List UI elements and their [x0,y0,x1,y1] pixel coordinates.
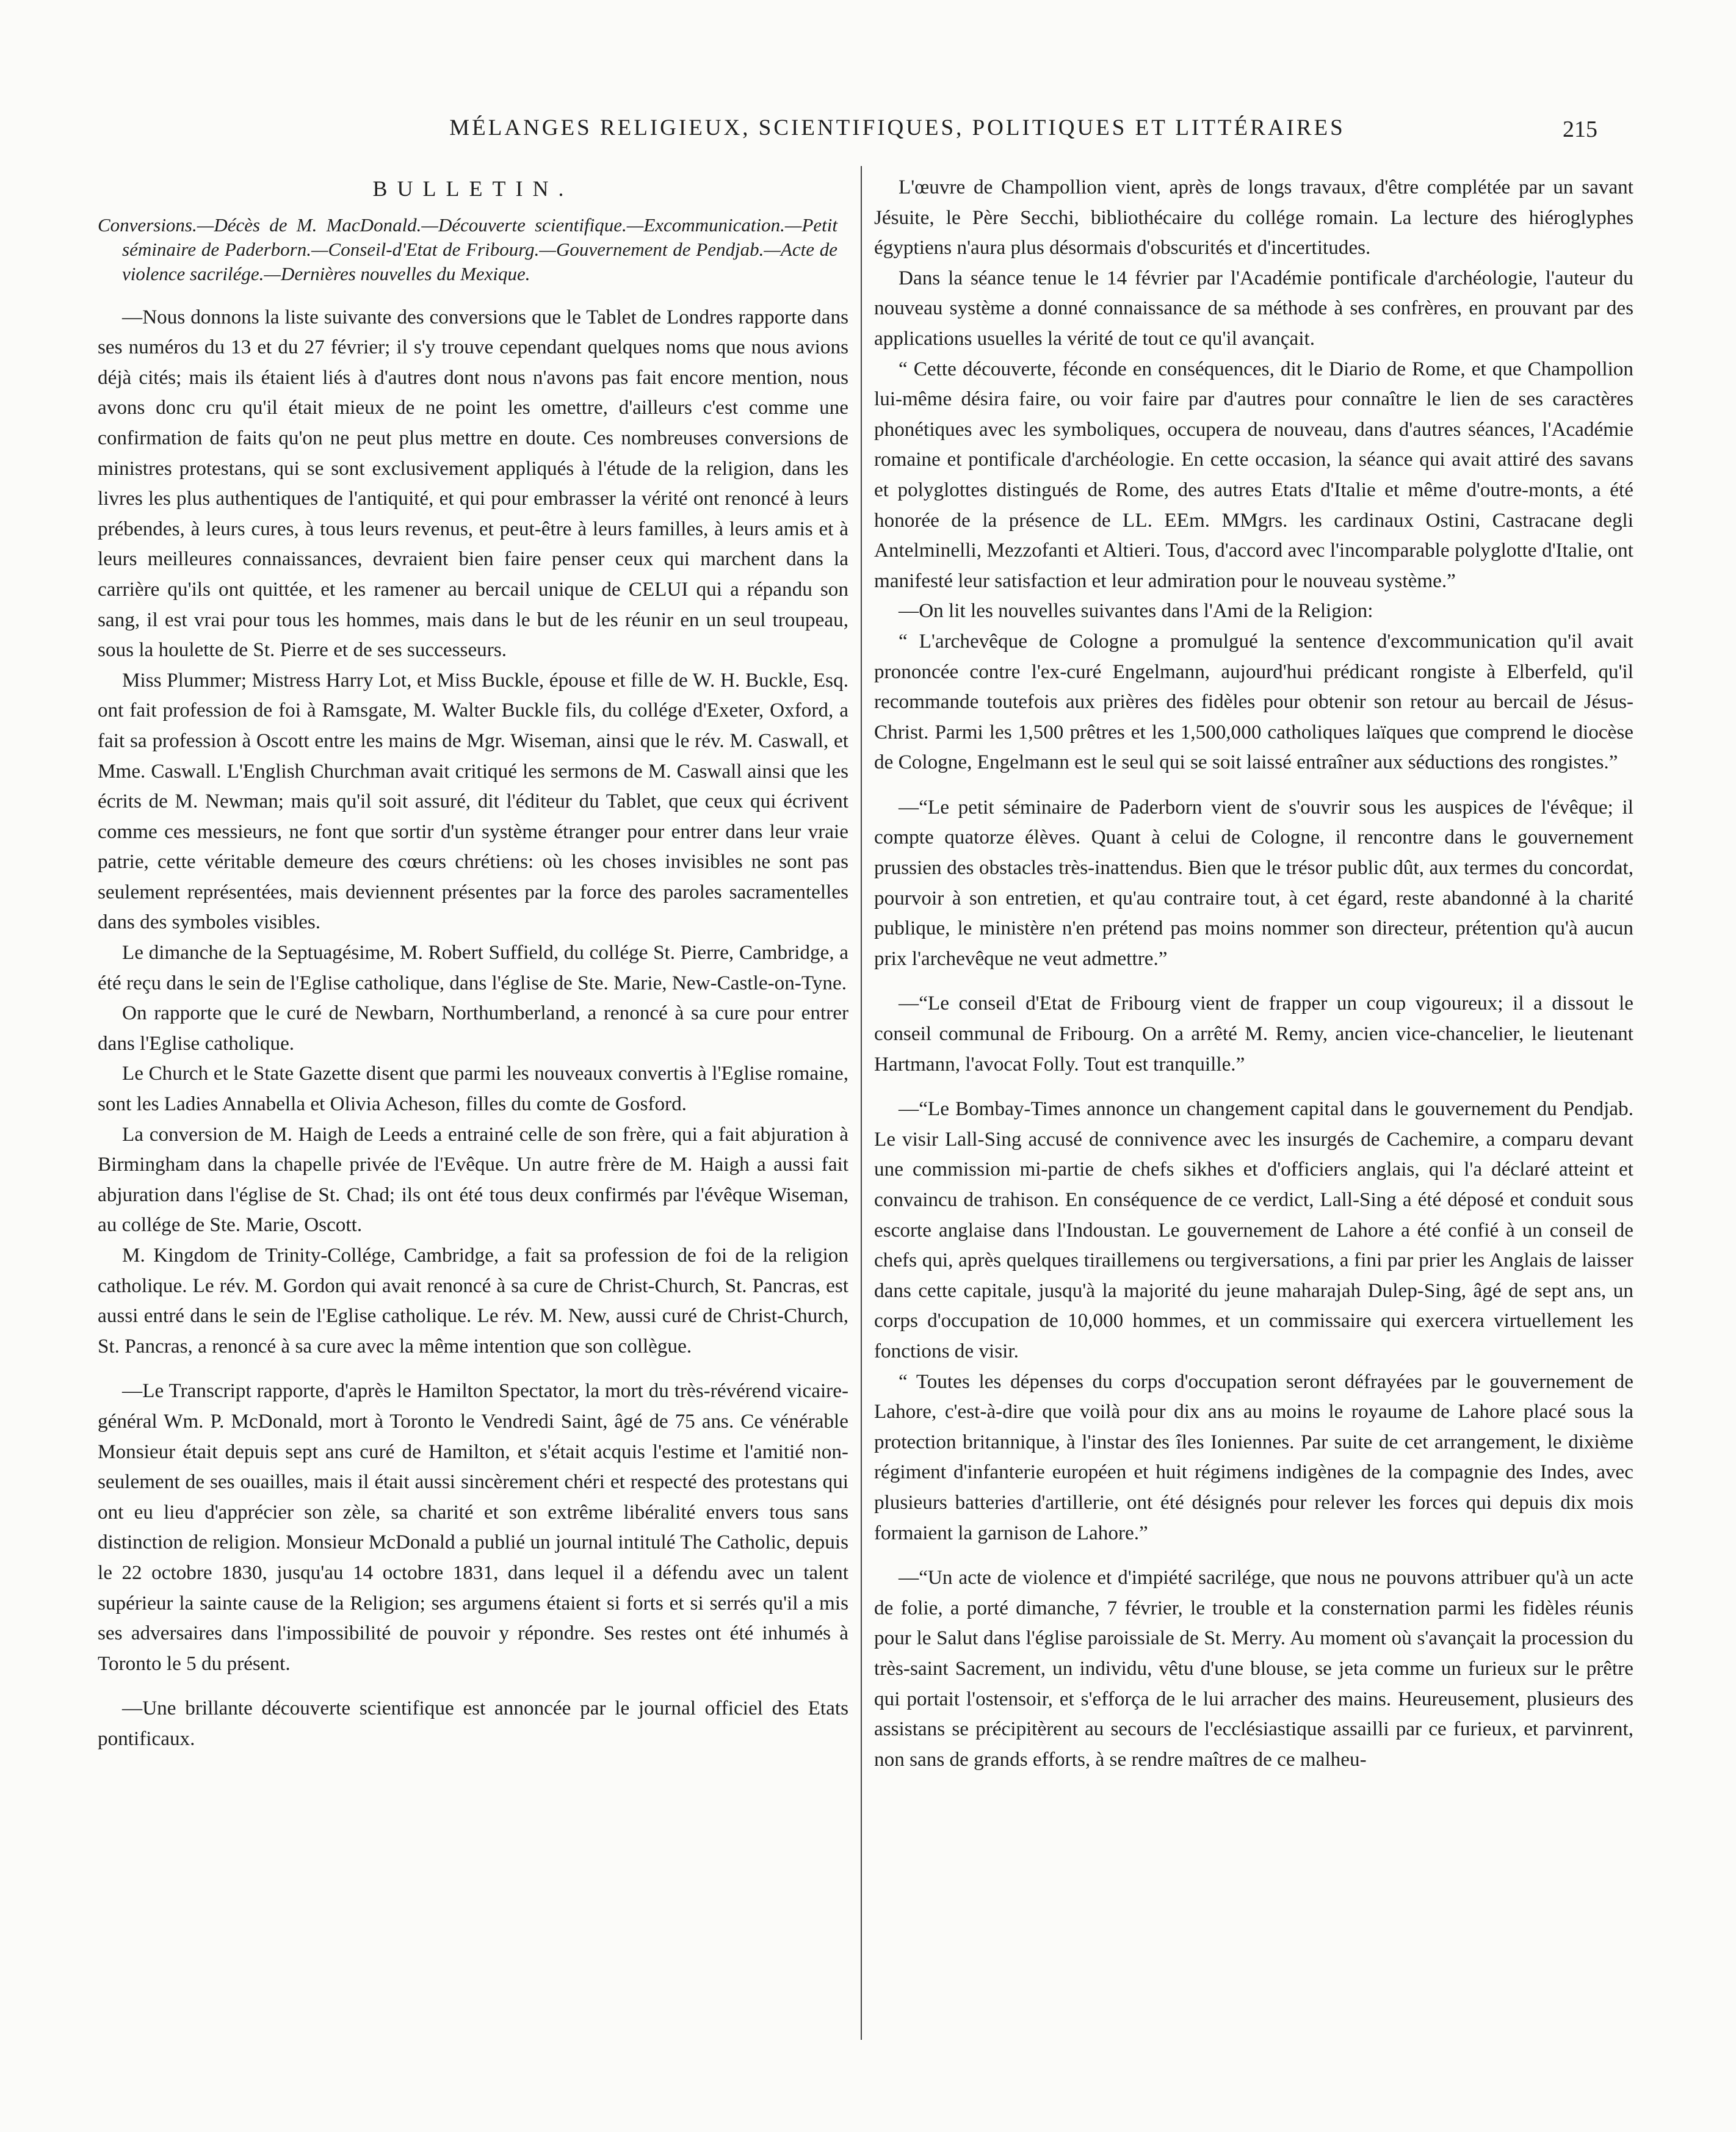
article-paragraph: Le dimanche de la Septuagésime, M. Robert Suffield, du collége St. Pierre, Cambridge, a été reçu dans le sein de l'Eglise catholique, dans l'église de Ste. Marie, New-Castle-on-Tyne. [98,941,848,994]
article-paragraph: —“Un acte de violence et d'impiété sacrilége, que nous ne pouvons attribuer qu'à un acte de folie, a porté dimanche, 7 février, le trouble et la consternation parmi les fidèles réunis pour le Salut dans l'église paroissiale de St. Merry. Au moment où s'avançait la procession du très-saint Sacrement, un individu, vêtu d'une blouse, se jeta comme un furieux sur le prêtre qui portait l'ostensoir, et s'efforça de le lui arracher des mains. Heureusement, plusieurs des assistans se précipitèrent au secours de l'ecclésiastique assailli par ce furieux, et parvinrent, non sans de grands efforts, à se rendre maîtres de ce malheu- [874,1566,1633,1771]
right-column [874,172,1633,1774]
article-paragraph: —“Le conseil d'Etat de Fribourg vient de frapper un coup vigoureux; il a dissout le conseil communal de Fribourg. On a arrêté M. Remy, ancien vice-chancelier, le lieutenant Hartmann, l'avocat Folly. Tout est tranquille.” [874,992,1633,1075]
column-divider [861,166,862,2040]
running-title: MÉLANGES RELIGIEUX, SCIENTIFIQUES, POLITIQUES ET LITTÉRAIRES [449,115,1345,140]
article-paragraph: On rapporte que le curé de Newbarn, Northumberland, a renoncé à sa cure pour entrer dans l'Eglise catholique. [98,1002,848,1055]
article-paragraph: —Le Transcript rapporte, d'après le Hamilton Spectator, la mort du très-révérend vicaire-général Wm. P. McDonald, mort à Toronto le Vendredi Saint, âgé de 75 ans. Ce vénérable Monsieur était depuis sept ans curé de Hamilton, et s'était acquis l'estime et l'amitié non-seulement de ses ouailles, mais il était aussi sincèrement chéri et respecté des protestans qui ont eu lieu d'apprécier son zèle, sa charité et son extrême libéralité envers tous sans distinction de religion. Monsieur McDonald a publié un journal intitulé The Catholic, depuis le 22 octobre 1830, jusqu'au 14 octobre 1831, dans lequel il a défendu avec un talent supérieur la sainte cause de la Religion; ses argumens étaient si forts et si serrés qu'il a mis ses adversaires dans l'impossibilité de pouvoir y répondre. Ses restes ont été inhumés à Toronto le 5 du présent. [98,1379,848,1675]
bulletin-title: BULLETIN. [372,176,574,201]
article-paragraph: L'œuvre de Champollion vient, après de longs travaux, d'être complétée par un savant Jésuite, le Père Secchi, bibliothécaire du collége romain. La lecture des hiéroglyphes égyptiens n'aura plus désormais d'obscurités et d'incertitudes. [874,176,1633,259]
article-paragraph: —Une brillante découverte scientifique est annoncée par le journal officiel des Etats pontificaux. [98,1697,848,1750]
article-paragraph: “ Toutes les dépenses du corps d'occupation seront défrayées par le gouvernement de Lahore, c'est-à-dire que voilà pour dix ans au moins le royaume de Lahore placé sous la protection britannique, à l'instar des îles Ioniennes. Par suite de cet arrangement, le dixième régiment d'infanterie européen et huit régimens indigènes de la compagnie des Indes, avec plusieurs batteries d'artillerie, ont été désignés pour relever les forces qui depuis dix mois formaient la garnison de Lahore.” [874,1370,1633,1544]
article-paragraph: La conversion de M. Haigh de Leeds a entrainé celle de son frère, qui a fait abjuration à Birmingham dans la chapelle privée de l'Evêque. Un autre frère de M. Haigh a aussi fait abjuration dans l'église de St. Chad; ils ont été tous deux confirmés par l'évêque Wiseman, au collége de Ste. Marie, Oscott. [98,1122,848,1237]
left-column [98,174,848,1754]
article-paragraph: Miss Plummer; Mistress Harry Lot, et Miss Buckle, épouse et fille de W. H. Buckle, Esq. ont fait profession de foi à Ramsgate, M. Walter Buckle fils, du collége d'Exeter, Oxford, a fait sa profession à Oscott entre les mains de Mgr. Wiseman, ainsi que le rév. M. Caswall, et Mme. Caswall. L'English Churchman avait critiqué les sermons de M. Caswall ainsi que les écrits de M. Newman; mais qu'il soit assuré, dit l'éditeur du Tablet, que ceux qui écrivent comme ces messieurs, ne font que sortir d'un système étranger pour entrer dans leur vraie patrie, cette véritable demeure des cœurs chrétiens: où les choses invisibles ne sont pas seulement représentées, mais deviennent présentes par la force des paroles sacramentelles dans des symboles visibles. [98,668,848,934]
article-paragraph: Le Church et le State Gazette disent que parmi les nouveaux convertis à l'Eglise romaine, sont les Ladies Annabella et Olivia Acheson, filles du comte de Gosford. [98,1062,848,1116]
article-paragraph: Dans la séance tenue le 14 février par l'Académie pontificale d'archéologie, l'auteur du nouveau système a donné connaissance de sa méthode à ses confrères, en prouvant par des applications usuelles la vérité de tout ce qu'il avançait. [874,266,1633,350]
article-paragraph: —On lit les nouvelles suivantes dans l'Ami de la Religion: [899,599,1373,623]
page-number: 215 [1563,117,1597,142]
bulletin-summary: Conversions.—Décès de M. MacDonald.—Découverte scientifique.—Excommunication.—Petit séminaire de Paderborn.—Conseil-d'Etat de Fribourg.—Gouvernement de Pendjab.—Acte de violence sacrilége.—Dernières nouvelles du Mexique. [98,214,837,284]
article-paragraph: —“Le Bombay-Times annonce un changement capital dans le gouvernement du Pendjab. Le visir Lall-Sing accusé de connivence avec les insurgés de Cachemire, a comparu devant une commission mi-partie de chefs sikhes et d'officiers anglais, qui l'a déclaré atteint et convaincu de trahison. En conséquence de ce verdict, Lall-Sing a été déposé et conduit sous escorte anglaise dans l'Indoustan. Le gouvernement de Lahore a été confié à un conseil de chefs qui, après quelques tiraillemens ou tergiversations, a fini par prier les Anglais de laisser dans cette capitale, jusqu'à la majorité du jeune maharajah Dulep-Sing, âgé de sept ans, un corps d'occupation de 10,000 hommes, et un commissaire qui exercera virtuellement les fonctions de visir. [874,1097,1633,1362]
article-paragraph: —“Le petit séminaire de Paderborn vient de s'ouvrir sous les auspices de l'évêque; il compte quatorze élèves. Quant à celui de Cologne, il rencontre dans le gouvernement prussien des obstacles très-inattendus. Bien que le trésor public dût, aux termes du concordat, pourvoir à son entretien, et qu'au contraire tout, à cet égard, reste abandonné à la charité publique, le ministère n'en prétend pas moins nommer son directeur, prétention qu'à aucun prix l'archevêque ne veut admettre.” [874,795,1633,970]
article-paragraph: M. Kingdom de Trinity-Collége, Cambridge, a fait sa profession de foi de la religion catholique. Le rév. M. Gordon qui avait renoncé à sa cure de Christ-Church, St. Pancras, est aussi entré dans le sein de l'Eglise catholique. Le rév. M. New, aussi curé de Christ-Church, St. Pancras, a renoncé à sa cure avec la même intention que son collègue. [98,1244,848,1357]
article-paragraph: “ L'archevêque de Cologne a promulgué la sentence d'excommunication qu'il avait prononcée contre l'ex-curé Engelmann, aujourd'hui prédicant rongiste à Elberfeld, qu'il recommande toutefois aux prières des fidèles pour obtenir son retour au bercail de Jésus-Christ. Parmi les 1,500 prêtres et les 1,500,000 catholiques laïques que comprend le diocèse de Cologne, Engelmann est le seul qui se soit laissé entraîner aux séductions des rongistes.” [874,629,1633,774]
article-paragraph: —Nous donnons la liste suivante des conversions que le Tablet de Londres rapporte dans ses numéros du 13 et du 27 février; il s'y trouve cependant quelques noms que nous avions déjà cités; mais ils étaient liés à d'autres dont nous n'avons pas fait encore mention, nous avons donc cru qu'il était mieux de ne point les omettre, d'ailleurs c'est comme une confirmation de faits qu'on ne peut plus mettre en doute. Ces nombreuses conversions de ministres protestans, qui se sont exclusivement appliqués à l'étude de la religion, dans les livres les plus authentiques de l'antiquité, et qui pour embrasser la vérité ont renoncé à leurs prébendes, à leurs cures, à tous leurs revenus, et peut-être à leurs familles, à leurs amis et à leurs meilleures connaissances, devraient bien faire penser ceux qui marchent dans la carrière qu'ils ont quittée, et les ramener au bercail unique de CELUI qui a répandu son sang, il est vrai pour tous les hommes, mais dans le but de les réunir en un seul troupeau, sous la houlette de St. Pierre et de ses successeurs. [98,305,848,662]
article-paragraph: “ Cette découverte, féconde en conséquences, dit le Diario de Rome, et que Champollion lui-même désira faire, ou voir faire par d'autres pour connaître le lien de ses caractères phonétiques avec les symboliques, occupera de nouveau, dans d'autres séances, l'Académie romaine et pontificale d'archéologie. En cette occasion, la séance qui avait attiré des savans et polyglottes distingués de Rome, des autres Etats d'Italie et même d'outre-monts, a été honorée de la présence de LL. EEm. MMgrs. les cardinaux Ostini, Castracane degli Antelminelli, Mezzofanti et Altieri. Tous, d'accord avec l'incomparable polyglotte d'Italie, ont manifesté leur satisfaction et leur admiration pour le nouveau système.” [874,357,1633,592]
